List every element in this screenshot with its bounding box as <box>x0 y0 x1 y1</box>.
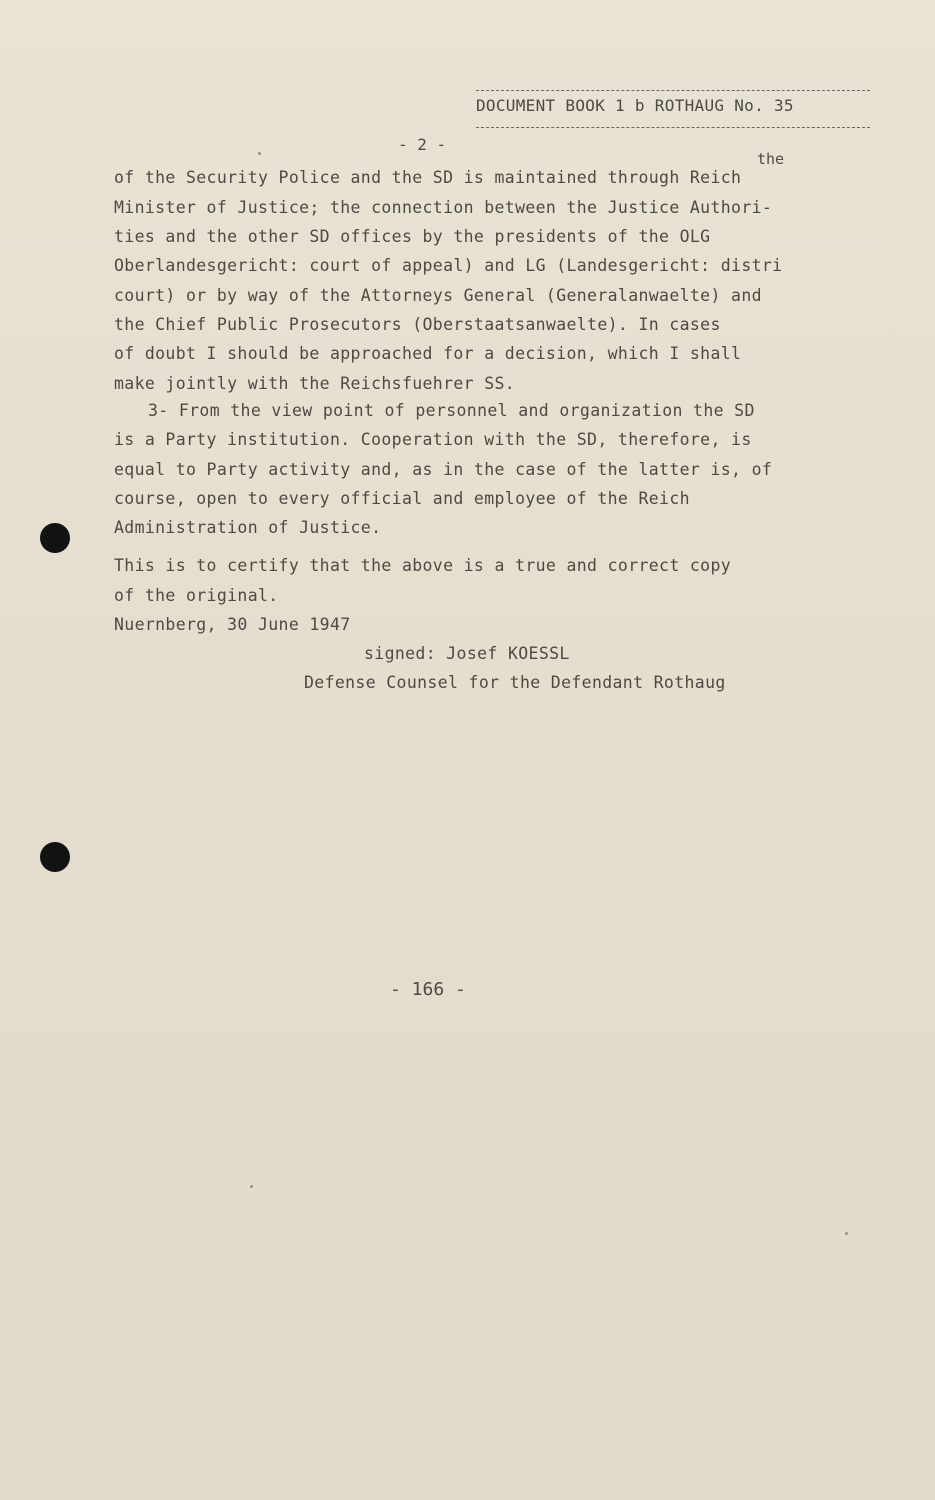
place-date: Nuernberg, 30 June 1947 <box>114 615 351 634</box>
body-line: 3- From the view point of personnel and organization the SD <box>148 401 755 420</box>
signature-line: signed: Josef KOESSL <box>364 644 570 663</box>
body-line: course, open to every official and employee of the Reich <box>114 489 690 508</box>
header-rule-bottom <box>476 127 870 128</box>
punch-hole <box>40 523 70 553</box>
body-line: make jointly with the Reichsfuehrer SS. <box>114 374 516 393</box>
inserted-word: the <box>757 150 785 168</box>
body-line: Oberlandesgericht: court of appeal) and LG (Landesgericht: distri <box>114 256 783 275</box>
body-line: ties and the other SD offices by the presidents of the OLG <box>114 227 711 246</box>
paper-speck <box>250 1185 253 1188</box>
body-line: of doubt I should be approached for a decision, which I shall <box>114 344 742 363</box>
document-reference: DOCUMENT BOOK 1 b ROTHAUG No. 35 <box>476 96 794 115</box>
page-marker: - 2 - <box>398 135 447 154</box>
body-line: equal to Party activity and, as in the case of the latter is, of <box>114 460 773 479</box>
header-rule-top <box>476 90 870 91</box>
body-line: Minister of Justice; the connection between the Justice Authori- <box>114 198 773 217</box>
body-line: Administration of Justice. <box>114 518 382 537</box>
body-line: court) or by way of the Attorneys General (Generalanwaelte) and <box>114 286 762 305</box>
certification-line: This is to certify that the above is a true and correct copy <box>114 556 732 575</box>
certification-line: of the original. <box>114 586 279 605</box>
page-number: - 166 - <box>390 979 466 1000</box>
signer-role: Defense Counsel for the Defendant Rothaug <box>304 673 726 692</box>
body-line: is a Party institution. Cooperation with the SD, therefore, is <box>114 430 752 449</box>
paper-speck <box>258 152 261 155</box>
body-line: the Chief Public Prosecutors (Oberstaatsanwaelte). In cases <box>114 315 721 334</box>
body-line: of the Security Police and the SD is maintained through Reich <box>114 168 742 187</box>
punch-hole <box>40 842 70 872</box>
paper-speck <box>845 1232 848 1235</box>
